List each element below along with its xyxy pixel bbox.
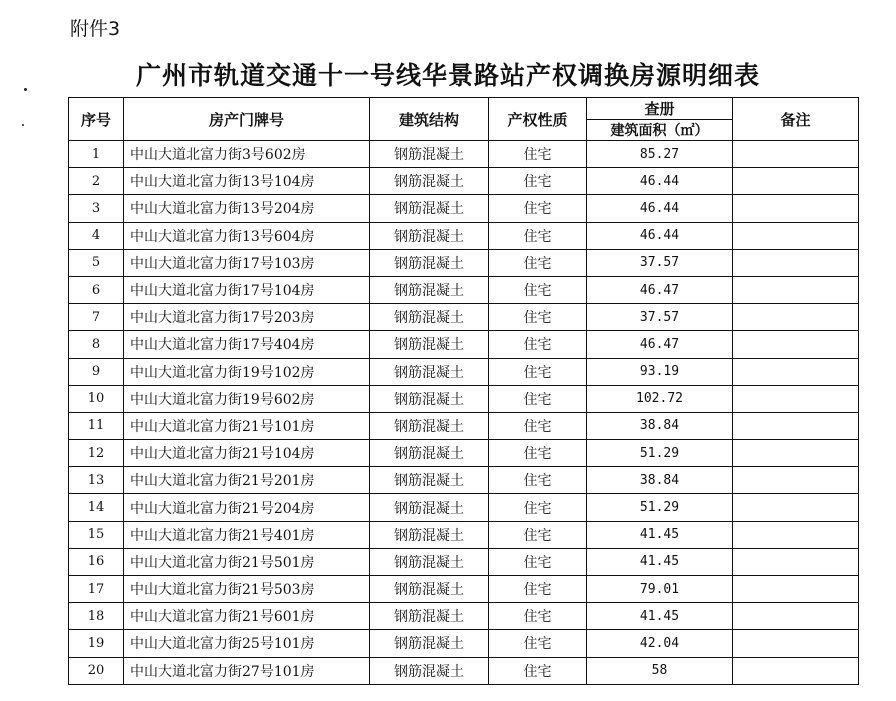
cell-index: 6 [69, 276, 124, 303]
table-row [69, 195, 859, 222]
cell-remarks [733, 603, 859, 630]
cell-address: 中山大道北富力街21号503房 [124, 576, 370, 603]
scan-speck [24, 88, 27, 91]
cell-remarks [733, 385, 859, 412]
cell-area: 38.84 [587, 412, 733, 439]
cell-area: 46.47 [587, 276, 733, 303]
cell-area: 38.84 [587, 467, 733, 494]
cell-index: 4 [69, 222, 124, 249]
cell-address: 中山大道北富力街13号104房 [124, 168, 370, 195]
cell-area: 93.19 [587, 358, 733, 385]
cell-property-type: 住宅 [489, 385, 587, 412]
cell-structure: 钢筋混凝土 [370, 467, 489, 494]
table-row [69, 222, 859, 249]
cell-remarks [733, 657, 859, 684]
cell-property-type: 住宅 [489, 358, 587, 385]
cell-address: 中山大道北富力街21号601房 [124, 603, 370, 630]
cell-structure: 钢筋混凝土 [370, 385, 489, 412]
attachment-label: 附件3 [70, 18, 121, 40]
cell-index: 7 [69, 304, 124, 331]
cell-remarks [733, 494, 859, 521]
cell-address: 中山大道北富力街19号602房 [124, 385, 370, 412]
header-address: 房产门牌号 [124, 98, 370, 141]
cell-remarks [733, 630, 859, 657]
property-table [68, 97, 859, 685]
cell-address: 中山大道北富力街21号401房 [124, 521, 370, 548]
table-row [69, 657, 859, 684]
cell-area: 102.72 [587, 385, 733, 412]
cell-structure: 钢筋混凝土 [370, 548, 489, 575]
cell-area: 46.44 [587, 168, 733, 195]
table-row [69, 249, 859, 276]
cell-index: 18 [69, 603, 124, 630]
cell-address: 中山大道北富力街17号103房 [124, 249, 370, 276]
cell-remarks [733, 222, 859, 249]
cell-index: 12 [69, 440, 124, 467]
header-structure: 建筑结构 [370, 98, 489, 141]
table-row [69, 603, 859, 630]
cell-address: 中山大道北富力街19号102房 [124, 358, 370, 385]
cell-property-type: 住宅 [489, 548, 587, 575]
cell-remarks [733, 521, 859, 548]
cell-property-type: 住宅 [489, 222, 587, 249]
cell-remarks [733, 141, 859, 168]
cell-area: 37.57 [587, 304, 733, 331]
cell-address: 中山大道北富力街17号203房 [124, 304, 370, 331]
header-area: 建筑面积（㎡） [587, 120, 733, 141]
cell-property-type: 住宅 [489, 521, 587, 548]
cell-address: 中山大道北富力街3号602房 [124, 141, 370, 168]
cell-area: 79.01 [587, 576, 733, 603]
cell-structure: 钢筋混凝土 [370, 304, 489, 331]
scan-speck [22, 124, 24, 126]
cell-address: 中山大道北富力街13号204房 [124, 195, 370, 222]
cell-structure: 钢筋混凝土 [370, 195, 489, 222]
table-row [69, 412, 859, 439]
cell-remarks [733, 276, 859, 303]
table-row [69, 576, 859, 603]
header-remarks: 备注 [733, 98, 859, 141]
cell-property-type: 住宅 [489, 412, 587, 439]
cell-remarks [733, 576, 859, 603]
cell-area: 37.57 [587, 249, 733, 276]
cell-property-type: 住宅 [489, 331, 587, 358]
cell-structure: 钢筋混凝土 [370, 358, 489, 385]
cell-structure: 钢筋混凝土 [370, 657, 489, 684]
cell-structure: 钢筋混凝土 [370, 521, 489, 548]
cell-address: 中山大道北富力街21号201房 [124, 467, 370, 494]
header-index: 序号 [69, 98, 124, 141]
header-property-type: 产权性质 [489, 98, 587, 141]
cell-address: 中山大道北富力街27号101房 [124, 657, 370, 684]
cell-property-type: 住宅 [489, 603, 587, 630]
cell-index: 20 [69, 657, 124, 684]
cell-property-type: 住宅 [489, 630, 587, 657]
cell-remarks [733, 358, 859, 385]
cell-remarks [733, 195, 859, 222]
table-row [69, 440, 859, 467]
cell-area: 46.44 [587, 195, 733, 222]
cell-area: 85.27 [587, 141, 733, 168]
cell-area: 58 [587, 657, 733, 684]
cell-index: 13 [69, 467, 124, 494]
cell-property-type: 住宅 [489, 494, 587, 521]
cell-property-type: 住宅 [489, 195, 587, 222]
cell-property-type: 住宅 [489, 657, 587, 684]
cell-address: 中山大道北富力街21号501房 [124, 548, 370, 575]
cell-area: 42.04 [587, 630, 733, 657]
table-row [69, 521, 859, 548]
cell-address: 中山大道北富力街25号101房 [124, 630, 370, 657]
cell-index: 1 [69, 141, 124, 168]
table-row [69, 141, 859, 168]
table-row [69, 276, 859, 303]
cell-structure: 钢筋混凝土 [370, 440, 489, 467]
cell-remarks [733, 304, 859, 331]
cell-remarks [733, 548, 859, 575]
cell-structure: 钢筋混凝土 [370, 249, 489, 276]
cell-index: 17 [69, 576, 124, 603]
cell-address: 中山大道北富力街21号204房 [124, 494, 370, 521]
table-row [69, 548, 859, 575]
cell-index: 14 [69, 494, 124, 521]
cell-property-type: 住宅 [489, 576, 587, 603]
cell-index: 11 [69, 412, 124, 439]
cell-property-type: 住宅 [489, 276, 587, 303]
cell-index: 16 [69, 548, 124, 575]
cell-area: 41.45 [587, 548, 733, 575]
cell-area: 51.29 [587, 494, 733, 521]
cell-index: 8 [69, 331, 124, 358]
cell-area: 41.45 [587, 521, 733, 548]
cell-structure: 钢筋混凝土 [370, 576, 489, 603]
cell-address: 中山大道北富力街21号104房 [124, 440, 370, 467]
cell-remarks [733, 440, 859, 467]
table-row [69, 494, 859, 521]
cell-index: 19 [69, 630, 124, 657]
cell-property-type: 住宅 [489, 141, 587, 168]
cell-area: 41.45 [587, 603, 733, 630]
cell-address: 中山大道北富力街21号101房 [124, 412, 370, 439]
cell-index: 10 [69, 385, 124, 412]
cell-remarks [733, 249, 859, 276]
cell-address: 中山大道北富力街17号104房 [124, 276, 370, 303]
table-row [69, 385, 859, 412]
cell-remarks [733, 412, 859, 439]
cell-property-type: 住宅 [489, 249, 587, 276]
cell-structure: 钢筋混凝土 [370, 331, 489, 358]
cell-structure: 钢筋混凝土 [370, 603, 489, 630]
cell-index: 9 [69, 358, 124, 385]
cell-structure: 钢筋混凝土 [370, 630, 489, 657]
cell-index: 3 [69, 195, 124, 222]
cell-structure: 钢筋混凝土 [370, 412, 489, 439]
table-row [69, 467, 859, 494]
cell-structure: 钢筋混凝土 [370, 222, 489, 249]
table-row [69, 304, 859, 331]
table-row [69, 358, 859, 385]
document-title: 广州市轨道交通十一号线华景路站产权调换房源明细表 [135, 61, 760, 90]
cell-index: 5 [69, 249, 124, 276]
cell-remarks [733, 331, 859, 358]
cell-index: 15 [69, 521, 124, 548]
cell-remarks [733, 168, 859, 195]
cell-property-type: 住宅 [489, 440, 587, 467]
cell-address: 中山大道北富力街13号604房 [124, 222, 370, 249]
cell-property-type: 住宅 [489, 467, 587, 494]
table-row [69, 630, 859, 657]
cell-address: 中山大道北富力街17号404房 [124, 331, 370, 358]
table-body [69, 141, 859, 685]
cell-property-type: 住宅 [489, 304, 587, 331]
table-row [69, 331, 859, 358]
cell-area: 46.47 [587, 331, 733, 358]
cell-area: 51.29 [587, 440, 733, 467]
cell-structure: 钢筋混凝土 [370, 141, 489, 168]
cell-structure: 钢筋混凝土 [370, 494, 489, 521]
cell-remarks [733, 467, 859, 494]
cell-structure: 钢筋混凝土 [370, 168, 489, 195]
table-row [69, 168, 859, 195]
cell-structure: 钢筋混凝土 [370, 276, 489, 303]
cell-index: 2 [69, 168, 124, 195]
cell-area: 46.44 [587, 222, 733, 249]
header-area-group: 查册 [587, 98, 733, 120]
cell-property-type: 住宅 [489, 168, 587, 195]
